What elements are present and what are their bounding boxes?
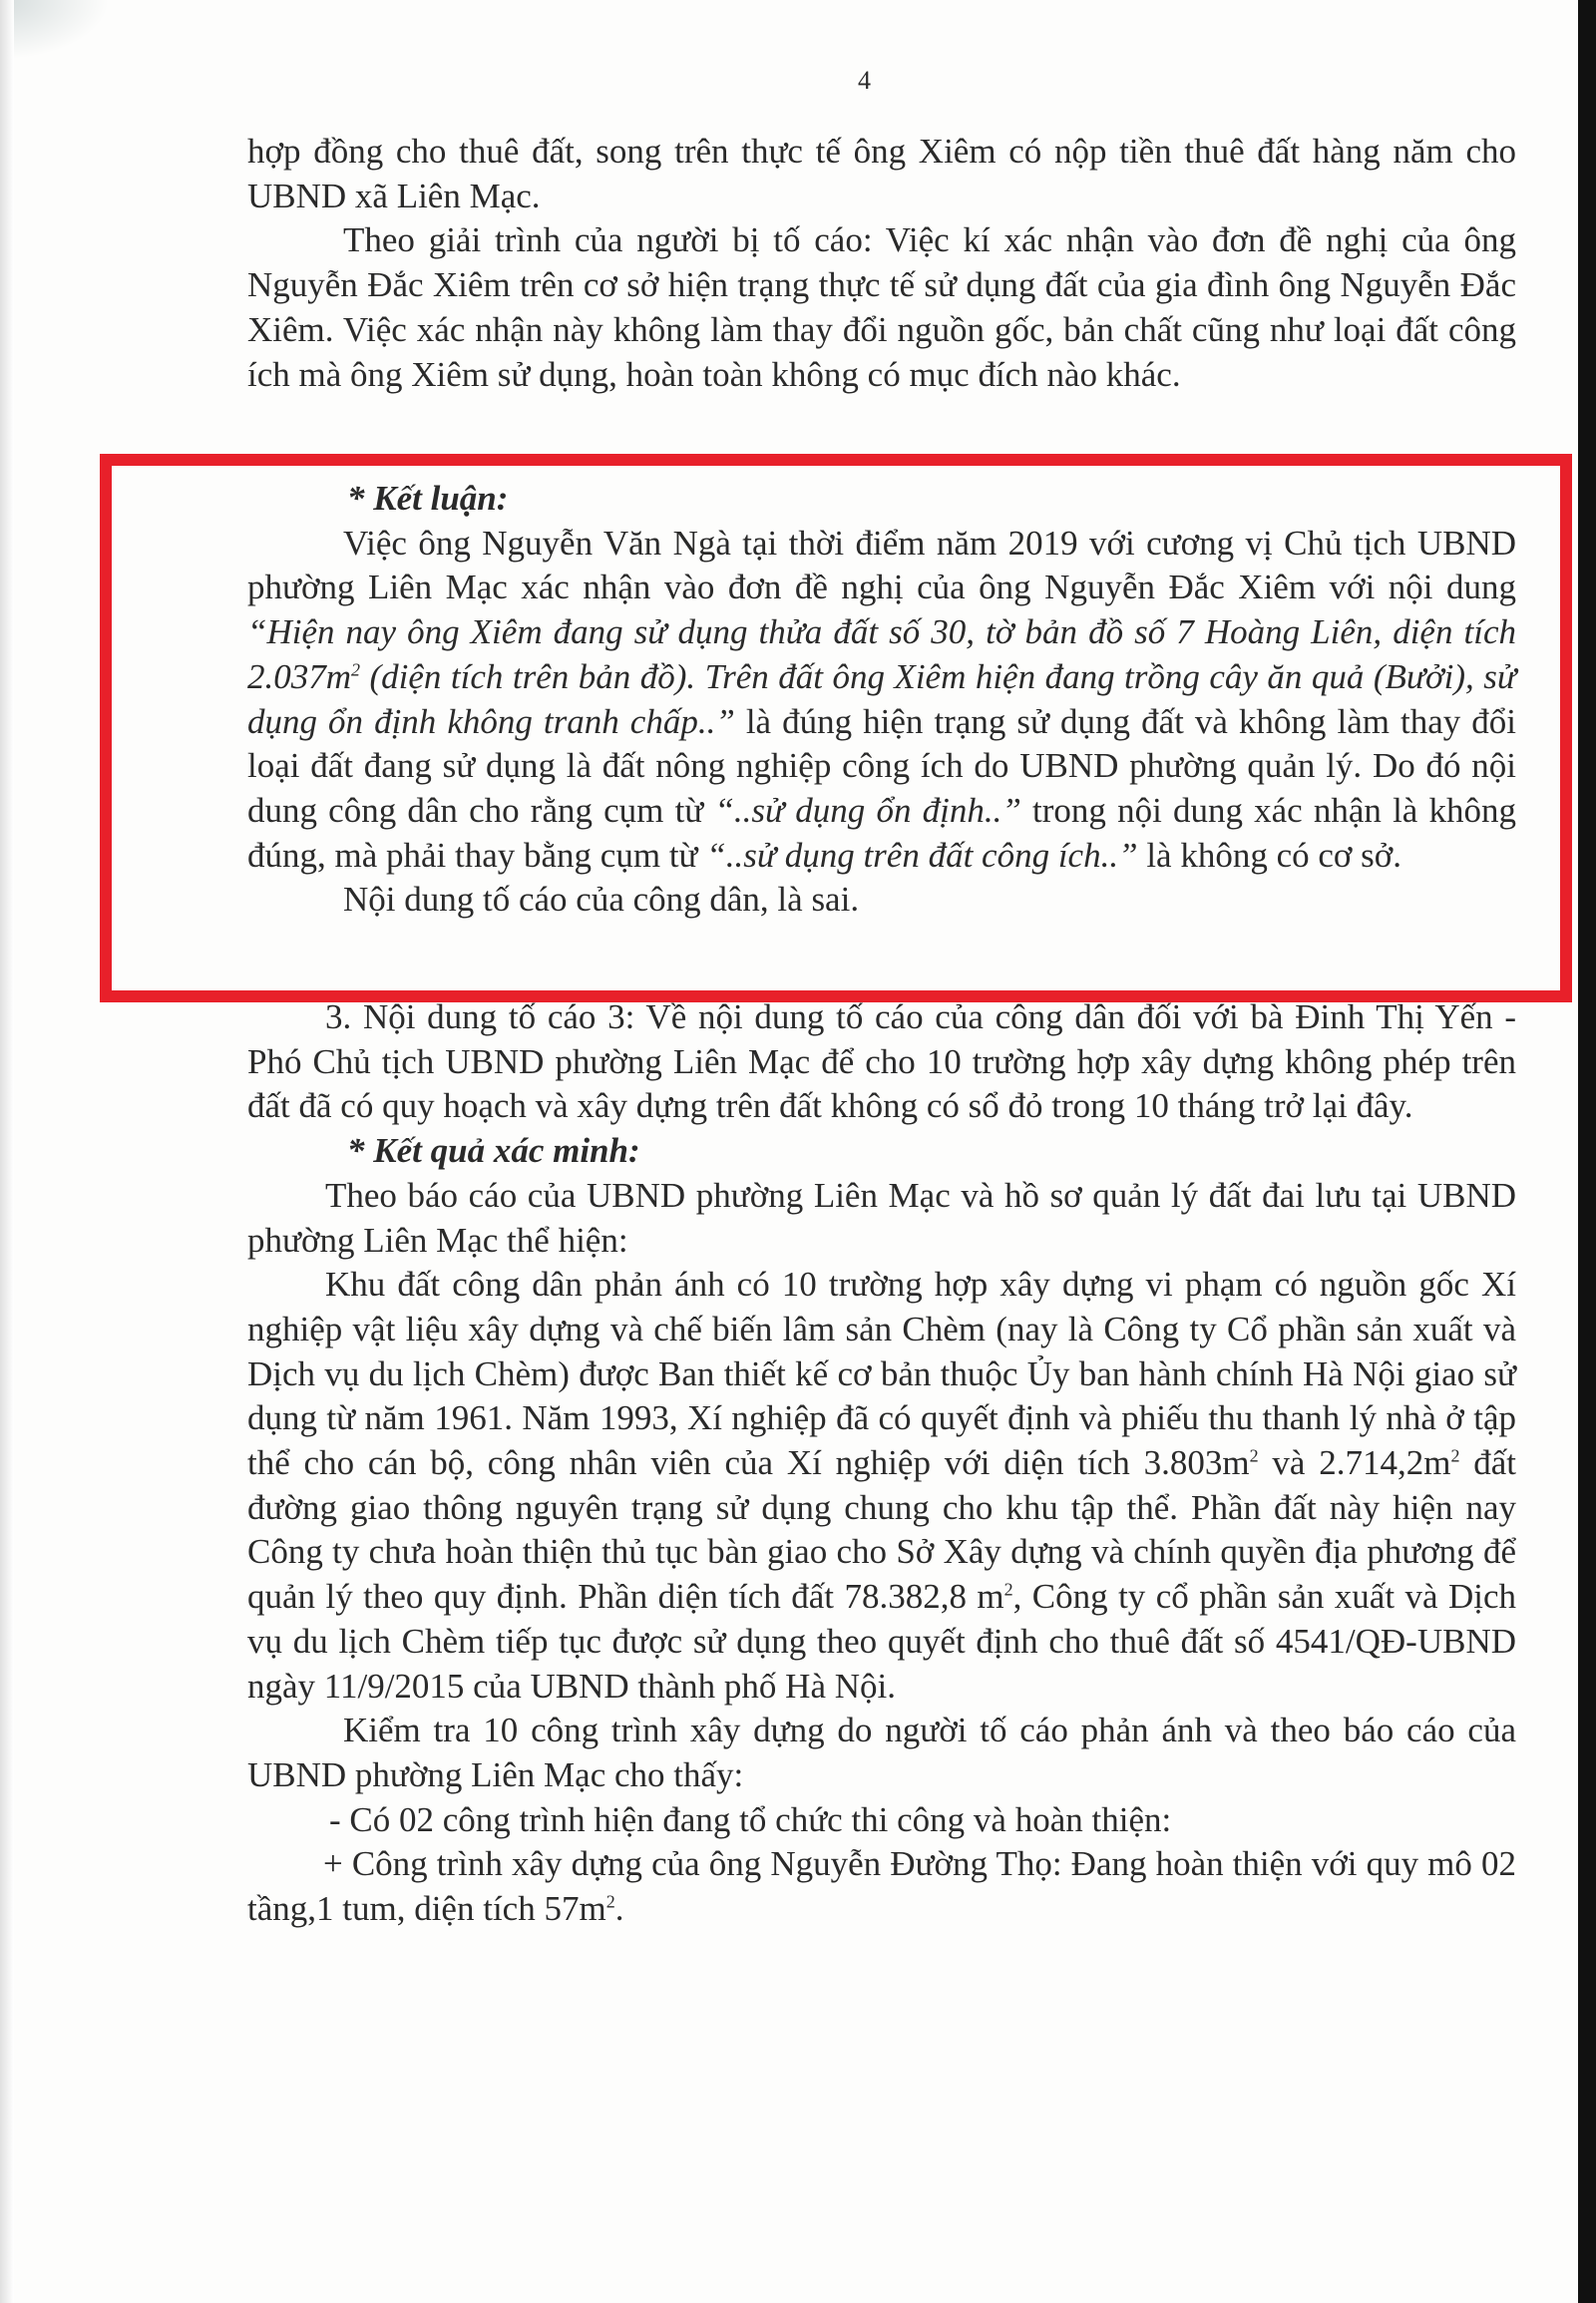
plus-item-end: . (614, 1889, 624, 1929)
paragraph-land (247, 1263, 1516, 1709)
land-text-1: Khu đất công dân phản ánh có 10 trường hợp xây dựng vi phạm có nguồn gốc Xí nghiệp vật liệu xây dựng và chế biến lâm sản Chèm (nay là Công ty Cổ phần sản xuất và Dịch vụ du lịch Chèm) được Ban thiết kế cơ bản thuộc Ủy ban hành chính Hà Nội giao sử dụng từ năm 1961. Năm 1993, Xí nghiệp đã có quyết định và phiếu thu thanh lý nhà ở tập thể cho cán bộ, công nhân viên của Xí nghiệp với diện tích 3.803m (247, 1265, 1516, 1483)
conclusion-quote-part2: (diện tích trên bản đồ). Trên đất ông Xiêm hiện đang trồng cây ăn quả (Bưởi), sử dụng ổn định không tranh chấp..” (247, 656, 1516, 741)
conclusion-section (247, 477, 1516, 923)
list-item-plus (247, 1842, 1516, 1931)
land-text-2: và 2.714,2m (1258, 1443, 1451, 1483)
page-number: 4 (858, 66, 871, 95)
plus-item-sup: 2 (605, 1891, 615, 1912)
conclusion-text-start: Việc ông Nguyễn Văn Ngà tại thời điểm năm 2019 với cương vị Chủ tịch UBND phường Liên Mạc xác nhận vào đơn đề nghị của ông Nguyễn Đắc Xiêm với nội dung (247, 523, 1516, 607)
paragraph-report: Theo báo cáo của UBND phường Liên Mạc và hồ sơ quản lý đất đai lưu tại UBND phường Liên Mạc thể hiện: (247, 1175, 1516, 1260)
conclusion-final: Nội dung tố cáo của công dân, là sai. (343, 880, 860, 920)
land-text-4: , Công ty cổ phần sản xuất và Dịch vụ du lịch Chèm tiếp tục được sử dụng theo quyết định cho thuê đất số 4541/QĐ-UBND ngày 11/9/2015 của UBND thành phố Hà Nội. (247, 1577, 1516, 1706)
result-heading: * Kết quả xác minh: (347, 1131, 640, 1171)
conclusion-quote-sup: 2 (351, 659, 361, 680)
land-text-3: đất đường giao thông nguyên trạng sử dụng chung cho khu tập thể. Phần đất này hiện nay Công ty chưa hoàn thiện thủ tục bàn giao cho Sở Xây dựng và chính quyền địa phương để quản lý theo quy định. Phần diện tích đất 78.382,8 m (247, 1443, 1516, 1617)
section-3-paragraph: 3. Nội dung tố cáo 3: Về nội dung tố cáo của công dân đối với bà Đinh Thị Yến - Phó Chủ tịch UBND phường Liên Mạc để cho 10 trường hợp xây dựng không phép trên đất đã có quy hoạch và xây dựng trên đất không có sổ đỏ trong 10 tháng trở lại đây. (247, 997, 1516, 1126)
list-item-dash: - Có 02 công trình hiện đang tổ chức thi công và hoàn thiện: (329, 1799, 1172, 1839)
land-sup-2: 2 (1450, 1445, 1460, 1466)
conclusion-paragraph (247, 522, 1516, 879)
text-block-top (247, 130, 1516, 397)
paragraph-contract: hợp đồng cho thuê đất, song trên thực tế ông Xiêm có nộp tiền thuê đất hàng năm cho UBND xã Liên Mạc. (247, 132, 1516, 215)
scan-right-edge (1578, 0, 1596, 2303)
paragraph-explanation: Theo giải trình của người bị tố cáo: Việc kí xác nhận vào đơn đề nghị của ông Nguyễn Đắc Xiêm trên cơ sở hiện trạng thực tế sử dụng đất của gia đình ông Nguyễn Đắc Xiêm. Việc xác nhận này không làm thay đổi nguồn gốc, bản chất cũng như loại đất công ích mà ông Xiêm sử dụng, hoàn toàn không có mục đích nào khác. (247, 220, 1516, 394)
land-sup-1: 2 (1249, 1445, 1259, 1466)
plus-item-text: + Công trình xây dựng của ông Nguyễn Đường Thọ: Đang hoàn thiện với quy mô 02 tầng,1 tum, diện tích 57m (247, 1844, 1516, 1929)
conclusion-heading: * Kết luận: (347, 479, 509, 518)
conclusion-text-middle: trong nội dung xác nhận là không đúng, mà phải thay bằng cụm từ (247, 790, 1517, 875)
conclusion-text-end: là không có cơ sở. (1137, 835, 1402, 875)
scan-smudge (0, 0, 110, 60)
conclusion-phrase1: “..sử dụng ổn định..” (714, 790, 1021, 830)
land-sup-3: 2 (1003, 1579, 1013, 1600)
scan-left-edge (0, 0, 14, 2303)
conclusion-text-after: là đúng hiện trạng sử dụng đất và không làm thay đổi loại đất đang sử dụng là đất nông nghiệp công ích do UBND phường quản lý. Do đó nội dung công dân cho rằng cụm từ (247, 701, 1517, 830)
text-block-bottom (247, 995, 1516, 1932)
conclusion-quote-part1: “Hiện nay ông Xiêm đang sử dụng thửa đất số 30, tờ bản đồ số 7 Hoàng Liên, diện tích 2.037m (247, 612, 1516, 696)
paragraph-check: Kiểm tra 10 công trình xây dựng do người tố cáo phản ánh và theo báo cáo của UBND phường Liên Mạc cho thấy: (247, 1711, 1516, 1794)
conclusion-phrase2: “..sử dụng trên đất công ích..” (706, 835, 1138, 875)
